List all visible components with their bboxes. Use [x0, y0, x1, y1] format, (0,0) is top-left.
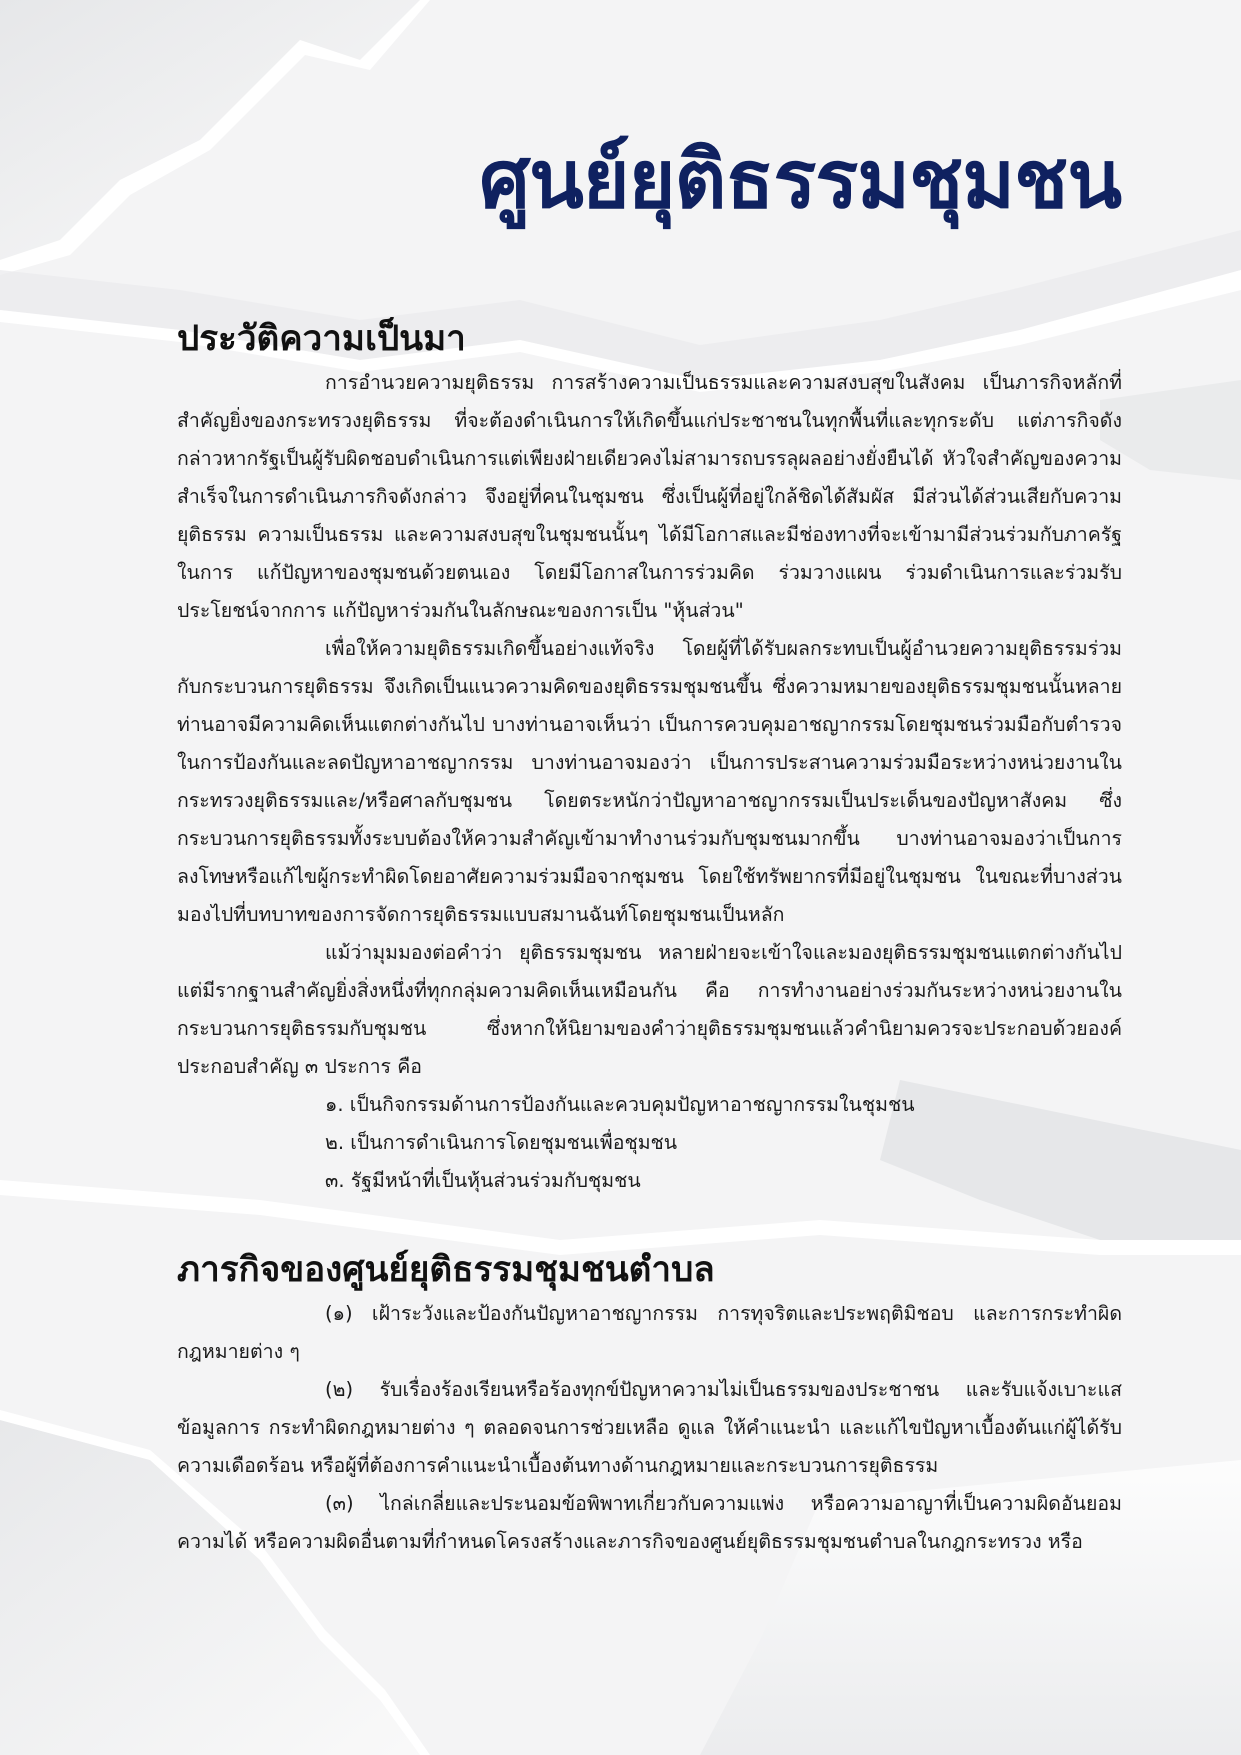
mission-paragraph: (๒) รับเรื่องร้องเรียนหรือร้องทุกข์ปัญหาความไม่เป็นธรรมของประชาชน และรับแจ้งเบาะแสข้อมูลการ กระทำผิดกฎหมายต่าง ๆ ตลอดจนการช่วยเหลือ ดูแล ให้คำแนะนำ และแก้ไขปัญหาเบื้องต้นแก่ผู้ได้รับความเดือดร้อน หรือผู้ที่ต้องการคำแนะนำเบื้องต้นทางด้านกฎหมายและกระบวนการยุติธรรม: [177, 1378, 1122, 1477]
mission-paragraph: (๑) เฝ้าระวังและป้องกันปัญหาอาชญากรรม การทุจริตและประพฤติมิชอบ และการกระทำผิดกฎหมายต่าง ๆ: [177, 1302, 1122, 1363]
history-paragraph: เพื่อให้ความยุติธรรมเกิดขึ้นอย่างแท้จริง โดยผู้ที่ได้รับผลกระทบเป็นผู้อำนวยความยุติธรรมร่วมกับกระบวนการยุติธรรม จึงเกิดเป็นแนวความคิดของยุติธรรมชุมชนขึ้น ซึ่งความหมายของยุติธรรมชุมชนนั้นหลายท่านอาจมีความคิดเห็นแตกต่างกันไป บางท่านอาจเห็นว่า เป็นการควบคุมอาชญากรรมโดยชุมชนร่วมมือกับตำรวจในการป้องกันและลดปัญหาอาชญากรรม บางท่านอาจมองว่า เป็นการประสานความร่วมมือระหว่างหน่วยงานในกระทรวงยุติธรรมและ/หรือศาลกับชุมชน โดยตระหนักว่าปัญหาอาชญากรรมเป็นประเด็นของปัญหาสังคม ซึ่งกระบวนการยุติธรรมทั้งระบบต้องให้ความสำคัญเข้ามาทำงานร่วมกับชุมชนมากขึ้น บางท่านอาจมองว่าเป็นการลงโทษหรือแก้ไขผู้กระทำผิดโดยอาศัยความร่วมมือจากชุมชน โดยใช้ทรัพยากรที่มีอยู่ในชุมชน ในขณะที่บางส่วนมองไปที่บทบาทของการจัดการยุติธรรมแบบสมานฉันท์โดยชุมชนเป็นหลัก: [177, 637, 1122, 926]
list-item: ๓. รัฐมีหน้าที่เป็นหุ้นส่วนร่วมกับชุมชน: [325, 1169, 641, 1192]
list-item: ๑. เป็นกิจกรรมด้านการป้องกันและควบคุมปัญหาอาชญากรรมในชุมชน: [325, 1093, 915, 1116]
page-title: ศูนย์ยุติธรรมชุมชน: [479, 133, 1121, 226]
history-heading: ประวัติความเป็นมา: [177, 319, 466, 359]
mission-section: [177, 1245, 1122, 1561]
mission-paragraph: (๓) ไกล่เกลี่ยและประนอมข้อพิพาทเกี่ยวกับความแพ่ง หรือความอาญาที่เป็นความผิดอันยอมความได้ หรือความผิดอื่นตามที่กำหนดโครงสร้างและภารกิจของศูนย์ยุติธรรมชุมชนตำบลในกฎกระทรวง หรือ: [177, 1492, 1122, 1553]
history-section: [177, 314, 1122, 1200]
list-item: ๒. เป็นการดำเนินการโดยชุมชนเพื่อชุมชน: [325, 1131, 678, 1154]
history-paragraph: การอำนวยความยุติธรรม การสร้างความเป็นธรรมและความสงบสุขในสังคม เป็นภารกิจหลักที่สำคัญยิ่งของกระทรวงยุติธรรม ที่จะต้องดำเนินการให้เกิดขึ้นแก่ประชาชนในทุกพื้นที่และทุกระดับ แต่ภารกิจดังกล่าวหากรัฐเป็นผู้รับผิดชอบดำเนินการแต่เพียงฝ่ายเดียวคงไม่สามารถบรรลุผลอย่างยั่งยืนได้ หัวใจสำคัญของความสำเร็จในการดำเนินภารกิจดังกล่าว จึงอยู่ที่คนในชุมชน ซึ่งเป็นผู้ที่อยู่ใกล้ชิดได้สัมผัส มีส่วนได้ส่วนเสียกับความยุติธรรม ความเป็นธรรม และความสงบสุขในชุมชนนั้นๆ ได้มีโอกาสและมีช่องทางที่จะเข้ามามีส่วนร่วมกับภาครัฐในการ แก้ปัญหาของชุมชนด้วยตนเอง โดยมีโอกาสในการร่วมคิด ร่วมวางแผน ร่วมดำเนินการและร่วมรับประโยชน์จากการ แก้ปัญหาร่วมกันในลักษณะของการเป็น "หุ้นส่วน": [177, 371, 1122, 622]
mission-heading: ภารกิจของศูนย์ยุติธรรมชุมชนตำบล: [177, 1250, 715, 1290]
history-paragraph: แม้ว่ามุมมองต่อคำว่า ยุติธรรมชุมชน หลายฝ่ายจะเข้าใจและมองยุติธรรมชุมชนแตกต่างกันไป แต่มีรากฐานสำคัญยิ่งสิ่งหนึ่งที่ทุกกลุ่มความคิดเห็นเหมือนกัน คือ การทำงานอย่างร่วมกันระหว่างหน่วยงานในกระบวนการยุติธรรมกับชุมชน ซึ่งหากให้นิยามของคำว่ายุติธรรมชุมชนแล้วคำนิยามควรจะประกอบด้วยองค์ประกอบสำคัญ ๓ ประการ คือ: [177, 941, 1122, 1078]
